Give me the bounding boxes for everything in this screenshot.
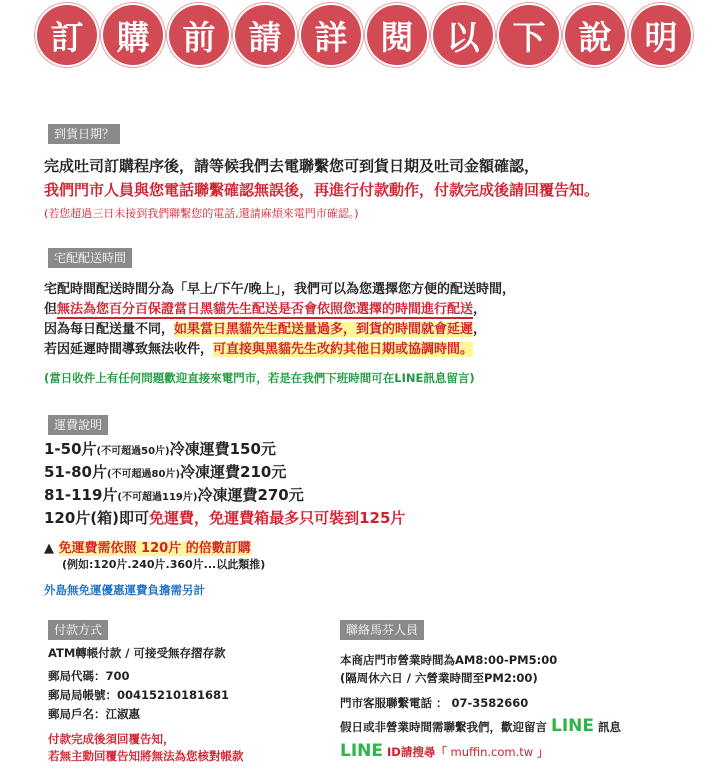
title-char: 明 xyxy=(631,5,691,65)
highlight-text: 如果當日黑貓先生配送量過多，到貨的時間就會延遲 xyxy=(174,322,474,337)
line-id-row xyxy=(340,741,548,761)
qty: 51-80片 xyxy=(44,463,107,481)
title-char: 購 xyxy=(103,5,163,65)
free-shipping-rule xyxy=(44,537,251,556)
line-logo: LINE xyxy=(340,741,383,761)
shipping-fee-tag: 運費說明 xyxy=(48,415,108,435)
title-char: 前 xyxy=(169,5,229,65)
shipping-fee-row xyxy=(44,461,286,482)
text: 但 xyxy=(44,302,58,317)
shipping-fee-row xyxy=(44,438,276,459)
delivery-time-line xyxy=(44,338,473,357)
delivery-date-line: 我們門市人員與您電話聯繫確認無誤後，再進行付款動作，付款完成後請回覆告知。 xyxy=(44,181,600,199)
line-id-label: ID請搜尋「 xyxy=(387,745,447,759)
title-char: 說 xyxy=(565,5,625,65)
qty: 120片(箱)即可 xyxy=(44,509,150,527)
qty: 1-50片 xyxy=(44,440,97,458)
triangle-icon: ▲ xyxy=(44,541,54,556)
text: 訊息 xyxy=(598,720,622,734)
delivery-time-green-note: (當日收件上有任何問題歡迎直接來電門市，若是在我們下班時間可在LINE訊息留言) xyxy=(44,371,475,385)
title-char: 閱 xyxy=(367,5,427,65)
qty: 81-119片 xyxy=(44,486,118,504)
payment-tag: 付款方式 xyxy=(48,620,108,640)
store-hours: 本商店門市營業時間為AM8:00-PM5:00 xyxy=(340,653,558,667)
delivery-time-line: 宅配時間配送時間分為「早上/下午/晚上」，我們可以為您選擇您方便的配送時間， xyxy=(44,282,515,297)
delivery-time-line xyxy=(44,298,486,317)
delivery-date-tag: 到貨日期？ xyxy=(48,124,120,144)
outer-island-note: 外島無免運優惠運費負擔需另計 xyxy=(44,583,205,597)
store-hours-note: (隔周休六日 / 六營業時間至PM2:00) xyxy=(340,671,538,685)
post-code: 郵局代碼：700 xyxy=(48,669,130,683)
delivery-time-tag: 宅配配送時間 xyxy=(48,248,132,268)
highlight-text: 可直接與黑貓先生改約其他日期或協調時間。 xyxy=(213,342,474,357)
title-char: 請 xyxy=(235,5,295,65)
free-shipping: 免運費 xyxy=(149,509,195,527)
rule-example: (例如:120片.240片.360片...以此類推) xyxy=(62,558,266,571)
post-account: 郵局局帳號：00415210181681 xyxy=(48,688,230,702)
fee: 冷凍運費150元 xyxy=(169,440,276,458)
text: 假日或非營業時間需聯繫我們，歡迎留言 xyxy=(340,720,547,734)
qty-limit: (不可超過119片) xyxy=(117,492,198,503)
shipping-fee-row xyxy=(44,484,304,505)
delivery-date-note: (若您超過三日未接到我們聯繫您的電話,還請麻煩來電門市確認。) xyxy=(44,207,359,220)
title-char: 訂 xyxy=(37,5,97,65)
fee: 冷凍運費270元 xyxy=(197,486,304,504)
store-phone: 門市客服聯繫電話 ： 07-3582660 xyxy=(340,696,529,710)
title-char: 詳 xyxy=(301,5,361,65)
qty-limit: (不可超過80片) xyxy=(106,469,181,480)
payment-reminder: 若無主動回覆告知將無法為您核對帳款 xyxy=(48,749,244,763)
delivery-date-line: 完成吐司訂購程序後，請等候我們去電聯繫您可到貨日期及吐司金額確認， xyxy=(44,157,540,175)
line-id-value[interactable]: muffin.com.tw xyxy=(446,745,537,759)
delivery-time-line xyxy=(44,318,486,337)
text: 」 xyxy=(536,745,549,759)
text: 因為每日配送量不同， xyxy=(44,322,175,337)
title-char: 以 xyxy=(433,5,493,65)
contact-tag: 聯絡馬芬人員 xyxy=(340,620,424,640)
title-char: 下 xyxy=(499,5,559,65)
line-message-note xyxy=(340,716,621,736)
line-logo: LINE xyxy=(551,716,595,736)
text: 若因延遲時間導致無法收件， xyxy=(44,342,214,357)
shipping-fee-row xyxy=(44,507,405,528)
text: ， xyxy=(473,302,487,317)
text: ， xyxy=(194,509,210,527)
highlight-text: 無法為您百分百保證當日黑貓先生配送是否會依照您選擇的時間進行配送 xyxy=(57,302,474,317)
text: ， xyxy=(473,322,487,337)
rule-text: 免運費需依照 120片 的倍數訂購 xyxy=(58,541,251,556)
qty-limit: (不可超過50片) xyxy=(96,446,170,457)
free-shipping-limit: 免運費箱最多只可裝到125片 xyxy=(209,509,406,527)
payment-method: ATM轉帳付款 / 可接受無存摺存款 xyxy=(48,646,226,660)
payment-reminder: 付款完成後須回覆告知， xyxy=(48,732,175,746)
post-name: 郵局戶名：江淑惠 xyxy=(48,707,140,721)
fee: 冷凍運費210元 xyxy=(180,463,287,481)
page-title xyxy=(0,5,728,65)
